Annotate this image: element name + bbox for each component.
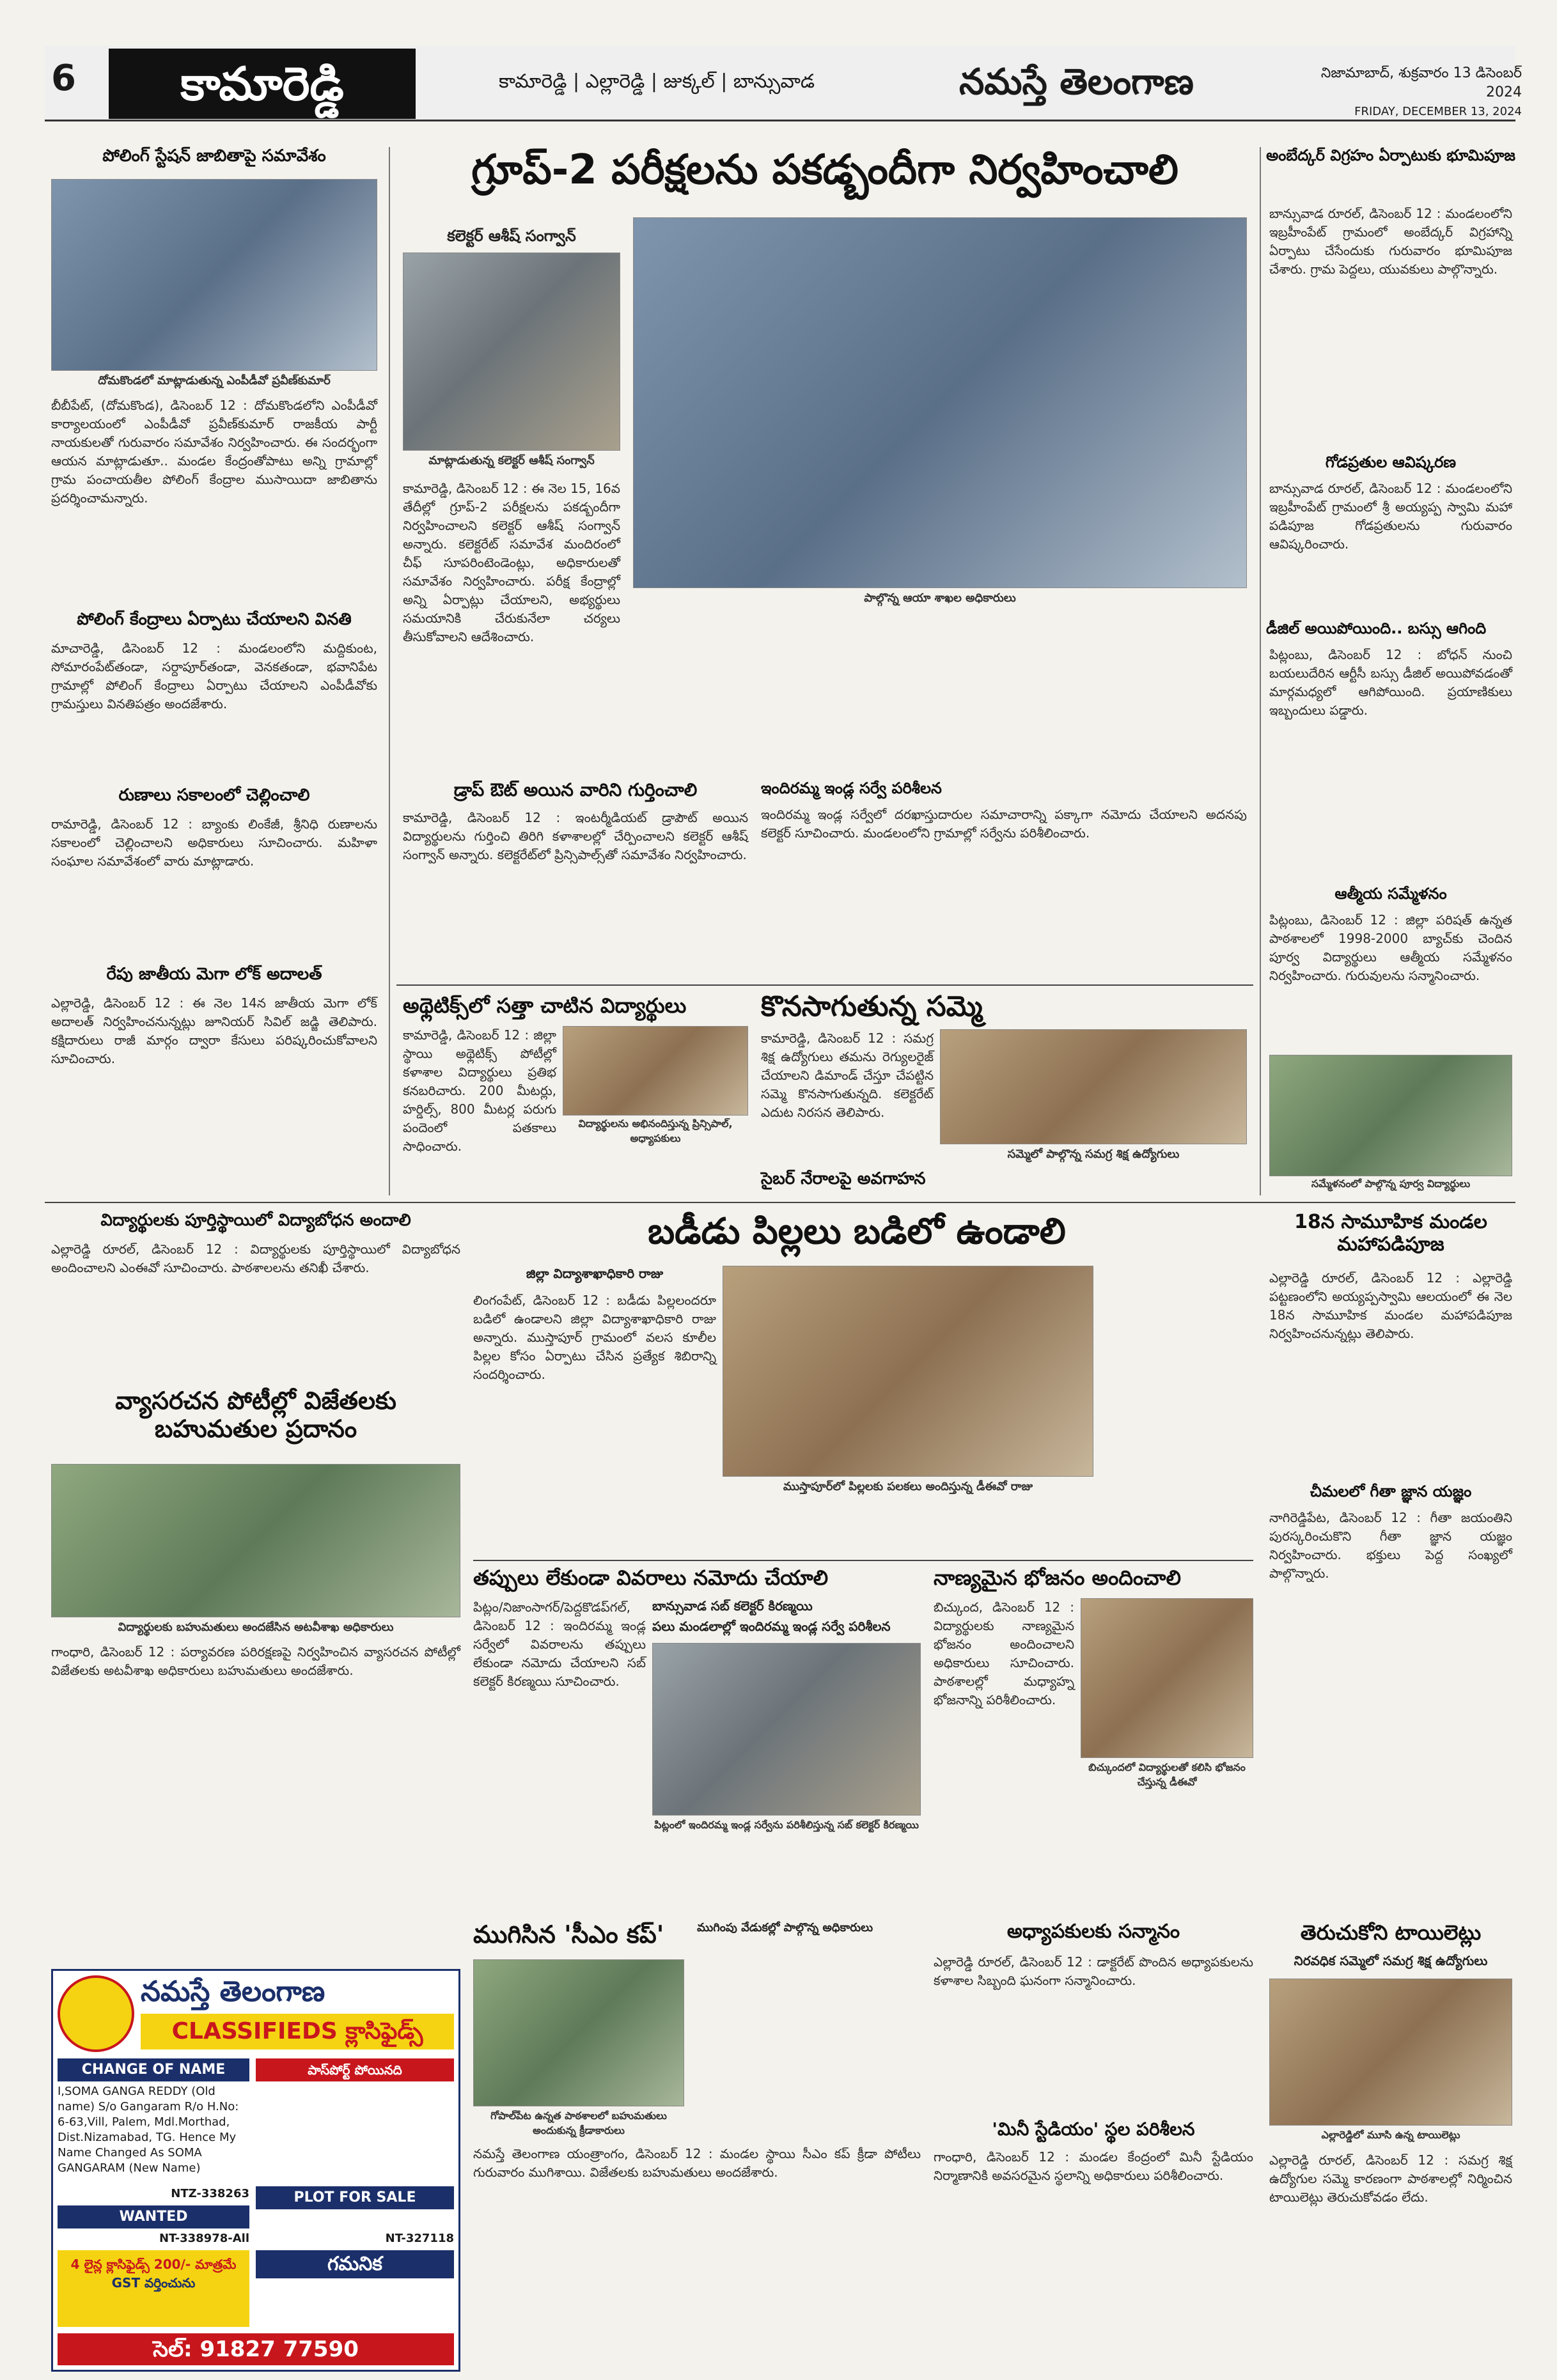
phone-number: సెల్: 91827 77590 — [58, 2333, 454, 2365]
tappulu-caption: పిట్లంలో ఇందిరమ్మ ఇండ్ల సర్వేను పరిశీలిస్తున్న సబ్ కలెక్టర్ కిరణ్మయి — [654, 1819, 919, 1831]
alumni-photo — [1269, 1055, 1512, 1176]
essay-photo — [51, 1464, 460, 1617]
alumni-body: పిట్లంబు, డిసెంబర్ 12 : జిల్లా పరిషత్ ఉన్నత పాఠశాలలో 1998-2000 బ్యాచ్‌కు చెందిన పూర్వ విద్యార్థులు ఆత్మీయ సమ్మేళనం నిర్వహించారు. గురువులను సన్మానించారు. — [1269, 912, 1512, 983]
lead-headline: గ్రూప్-2 పరీక్షలను పకడ్బందీగా నిర్వహించాలి — [471, 146, 1178, 194]
edition-list: కామారెడ్డి | ఎల్లారెడ్డి | జుక్కల్ | బాన్సువాడ — [499, 70, 815, 93]
athletics-caption: విద్యార్థులను అభినందిస్తున్న ప్రిన్సిపాల్, అధ్యాపకులు — [578, 1117, 733, 1144]
tappulu-bullet-1: బాన్సువాడ సబ్ కలెక్టర్ కిరణ్మయి — [652, 1598, 813, 1614]
toilets-body: ఎల్లారెడ్డి రూరల్, డిసెంబర్ 12 : సమగ్ర శిక్ష ఉద్యోగుల సమ్మె కారణంగా పాఠశాలల్లో నిర్మించిన టాయిలెట్లు తెరుచుకోవడం లేదు. — [1269, 2152, 1512, 2205]
alumni-caption: సమ్మేళనంలో పాల్గొన్న పూర్వ విద్యార్థులు — [1311, 1178, 1471, 1190]
stadium-headline: 'మినీ స్టేడియం' స్థల పరిశీలన — [992, 2119, 1195, 2140]
dateline-te: నిజామాబాద్, శుక్రవారం 13 డిసెంబర్ 2024 — [1320, 65, 1522, 100]
gst-note: GST వర్తించును — [111, 2275, 196, 2291]
wanted-ref: NT-338978-All — [159, 2232, 249, 2245]
toilets-caption: ఎల్లారెడ్డిలో మూసి ఉన్న టాయిలెట్లు — [1321, 2129, 1460, 2141]
ambedkar-body: బాన్సువాడ రూరల్, డిసెంబర్ 12 : మండలంలోని ఇబ్రహీంపేట్ గ్రామంలో అంబేద్కర్ విగ్రహాన్ని ఏర్పాటు చేసేందుకు గురువారం భూమిపూజ చేశారు. గ్రామ పెద్దలు, యువకులు పాల్గొన్నారు. — [1269, 206, 1512, 277]
teachers-headline: అధ్యాపకులకు సన్మానం — [1006, 1920, 1180, 1943]
school-photo — [723, 1266, 1093, 1477]
school-headline: బడీడు పిల్లలు బడిలో ఉండాలి — [648, 1211, 1066, 1252]
column-rule — [1260, 147, 1261, 1195]
page-number: 6 — [51, 58, 76, 99]
toilets-photo — [1269, 1979, 1512, 2126]
gita-headline: చీమలలో గీతా జ్ఞాన యజ్ఞం — [1310, 1482, 1472, 1500]
education-headline: విద్యార్థులకు పూర్తిస్థాయిలో విద్యాబోధన అందాలి — [100, 1211, 411, 1230]
plot-title: PLOT FOR SALE — [256, 2186, 454, 2209]
classifieds-en: CLASSIFIEDS — [171, 2018, 338, 2044]
essay-body: గాంధారి, డిసెంబర్ 12 : పర్యావరణ పరిరక్షణపై నిర్వహించిన వ్యాసరచన పోటీల్లో విజేతలకు అటవీశాఖ అధికారులు బహుమతులు అందజేశారు. — [51, 1644, 460, 1678]
paper-name: నమస్తే తెలంగాణ — [959, 61, 1194, 103]
ambedkar-headline: అంబేద్కర్ విగ్రహం ఏర్పాటుకు భూమిపూజ — [1266, 146, 1515, 164]
passport-title: పాస్‌పోర్ట్ పోయినది — [256, 2058, 454, 2081]
loans-body: రామారెడ్డి, డిసెంబర్ 12 : బ్యాంకు లింకేజీ, శ్రీనిధి రుణాలను సకాలంలో చెల్లించాలని అధికారులు సూచించారు. మహిళా సంఘాల సమావేశంలో వారు మాట్లాడారు. — [51, 816, 377, 869]
strike-body: కామారెడ్డి, డిసెంబర్ 12 : సమగ్ర శిక్ష ఉద్యోగులు తమను రెగ్యులరైజ్ చేయాలని డిమాండ్ చేస్తూ చేపట్టిన సమ్మె కొనసాగుతున్నది. కలెక్టరేట్ ఎదుట నిరసన తెలిపారు. — [761, 1031, 934, 1120]
tappulu-bullet-2: పలు మండలాల్లో ఇందిరమ్మ ఇండ్ల సర్వే పరిశీలన — [652, 1619, 891, 1634]
change-body: I,SOMA GANGA REDDY (Old name) S/o Gangaram R/o H.No: 6-63,Vill, Palem, Mdl.Morthad, Dist.Nizamabad, TG. Hence My Name Changed As SOMA GANGARAM (New Name) — [58, 2085, 239, 2175]
section-title: కామారెడ్డి — [109, 49, 416, 119]
collector-photo — [403, 253, 620, 451]
cmcup-body: నమస్తే తెలంగాణ యంత్రాంగం, డిసెంబర్ 12 : మండల స్థాయి సీఎం కప్ క్రీడా పోటీలు గురువారం ముగిశాయి. విజేతలకు బహుమతులు అందజేశారు. — [473, 2146, 921, 2180]
change-title: CHANGE OF NAME — [58, 2058, 249, 2081]
athletics-photo — [563, 1026, 748, 1116]
tappulu-photo — [652, 1643, 921, 1816]
athletics-headline: అథ్లెటిక్స్‌లో సత్తా చాటిన విద్యార్థులు — [403, 993, 687, 1018]
notice-title: గమనిక — [256, 2250, 454, 2278]
cmcup-bullet: ముగింపు వేడుకల్లో పాల్గొన్న అధికారులు — [697, 1921, 873, 1934]
classifieds-te: క్లాసిఫైడ్స్ — [345, 2018, 423, 2044]
section-rule — [396, 984, 1253, 986]
lok-adalat-headline: రేపు జాతీయ మెగా లోక్ అదాలత్ — [106, 965, 322, 984]
school-subhead: జిల్లా విద్యాశాఖాధికారి రాజు — [526, 1266, 664, 1281]
strike-caption: సమ్మెలో పాల్గొన్న సమగ్ర శిక్ష ఉద్యోగులు — [1007, 1147, 1180, 1161]
lead-subhead: కలెక్టర్ ఆశీష్ సంగ్వాన్ — [447, 227, 576, 245]
polling-centers-headline: పోలింగ్ కేంద్రాలు ఏర్పాటు చేయాలని వినతి — [77, 610, 352, 629]
food-body: బిచ్కుంద, డిసెంబర్ 12 : విద్యార్థులకు నాణ్యమైన భోజనం అందించాలని అధికారులు సూచించారు. పాఠశాలల్లో మధ్యాహ్న భోజనాన్ని పరిశీలించారు. — [934, 1599, 1074, 1707]
indiramma-headline: ఇందిరమ్మ ఇండ్ల సర్వే పరిశీలన — [761, 779, 942, 797]
teachers-body: ఎల్లారెడ్డి రూరల్, డిసెంబర్ 12 : డాక్టరేట్ పొందిన అధ్యాపకులను కళాశాల సిబ్బంది ఘనంగా సన్మానించారు. — [934, 1954, 1253, 1988]
polling-centers-body: మాచారెడ్డి, డిసెంబర్ 12 : మండలంలోని మద్దికుంట, సోమారంపేట్‌తండా, సర్దాపూర్‌తండా, వెనకతండా, భవానిపేట గ్రామాల్లో పోలింగ్ కేంద్రాలు ఏర్పాటు చేయాలని ఎంపీడీవోకు గ్రామస్తులు వినతిపత్రం అందజేశారు. — [51, 641, 377, 712]
indiramma-body: ఇందిరమ్మ ఇండ్ల సర్వేలో దరఖాస్తుదారుల సమాచారాన్ని పక్కాగా నమోదు చేయాలని అదనపు కలెక్టర్ సూచించారు. మండలంలోని గ్రామాల్లో సర్వేను పరిశీలించారు. — [761, 807, 1247, 841]
polling-photo — [51, 179, 377, 371]
gita-body: నాగిరెడ్డిపేట, డిసెంబర్ 12 : గీతా జయంతిని పురస్కరించుకొని గీతా జ్ఞాన యజ్ఞం నిర్వహించారు. భక్తులు పెద్ద సంఖ్యలో పాల్గొన్నారు. — [1269, 1510, 1512, 1581]
athletics-body: కామారెడ్డి, డిసెంబర్ 12 : జిల్లా స్థాయి అథ్లెటిక్స్ పోటీల్లో కళాశాల విద్యార్థులు ప్రతిభ కనబరిచారు. 200 మీటర్లు, హర్డిల్స్, 800 మీటర్ల పరుగు పందెంలో పతకాలు సాధించారు. — [403, 1027, 556, 1154]
padipooja-headline: 18న సామూహిక మండల మహాపడిపూజ — [1294, 1211, 1487, 1256]
essay-headline: వ్యాసరచన పోటీల్లో విజేతలకు బహుమతుల ప్రదానం — [115, 1387, 396, 1443]
change-ref: NTZ-338263 — [171, 2187, 249, 2200]
stadium-body: గాంధారి, డిసెంబర్ 12 : మండల కేంద్రంలో మినీ స్టేడియం నిర్మాణానికి అవసరమైన స్థలాన్ని అధికారులు పరిశీలించారు. — [934, 2149, 1253, 2183]
bus-body: పిట్లంబు, డిసెంబర్ 12 : బోధన్ నుంచి బయలుదేరిన ఆర్టీసీ బస్సు డీజిల్ అయిపోవడంతో మార్గమధ్యలో ఆగిపోయింది. ప్రయాణికులు ఇబ్బందులు పడ్డారు. — [1269, 647, 1512, 718]
rate-text: 4 లైన్ల క్లాసిఫైడ్స్ 200/- మాత్రమే — [70, 2257, 237, 2272]
cmcup-headline: ముగిసిన 'సీఎం కప్' — [473, 1920, 664, 1948]
education-body: ఎల్లారెడ్డి రూరల్, డిసెంబర్ 12 : విద్యార్థులకు పూర్తిస్థాయిలో విద్యాబోధన అందించాలని ఎంఈవో సూచించారు. పాఠశాలలను తనిఖీ చేశారు. — [51, 1241, 460, 1275]
food-headline: నాణ్యమైన భోజనం అందించాలి — [934, 1566, 1181, 1590]
loans-headline: రుణాలు సకాలంలో చెల్లించాలి — [118, 786, 310, 805]
lok-adalat-body: ఎల్లారెడ్డి, డిసెంబర్ 12 : ఈ నెల 14న జాతీయ మెగా లోక్ అదాలత్ నిర్వహించనున్నట్లు జూనియర్ సివిల్ జడ్జి తెలిపారు. కక్షిదారులు రాజీ మార్గం ద్వారా కేసులు పరిష్కరించుకోవాలని సూచించారు. — [51, 995, 377, 1066]
fold-rule — [45, 1202, 1515, 1203]
dropout-body: కామారెడ్డి, డిసెంబర్ 12 : ఇంటర్మీడియట్ డ్రాపౌట్ అయిన విద్యార్థులను గుర్తించి తిరిగి కళాశాలల్లో చేర్పించాలని కలెక్టర్ ఆశీష్ సంగ్వాన్ అన్నారు. కలెక్టరేట్‌లో ప్రిన్సిపాల్స్‌తో సమావేశం నిర్వహించారు. — [403, 810, 748, 862]
section-rule — [473, 1560, 1253, 1561]
collector-caption: మాట్లాడుతున్న కలెక్టర్ ఆశీష్ సంగ్వాన్ — [428, 454, 595, 467]
plot-ref: NT-327118 — [385, 2232, 454, 2245]
column-rule — [389, 147, 390, 1195]
polling-caption: దోమకొండలో మాట్లాడుతున్న ఎంపీడీవో ప్రవీణ్‌కుమార్ — [98, 374, 331, 387]
school-caption: ముస్తాపూర్‌లో పిల్లలకు పలకలు అందిస్తున్న డీఈవో రాజు — [783, 1480, 1033, 1493]
wanted-title: WANTED — [58, 2205, 249, 2228]
posters-body: బాన్సువాడ రూరల్, డిసెంబర్ 12 : మండలంలోని ఇబ్రహీంపేట్ గ్రామంలో శ్రీ అయ్యప్ప స్వామి మహా పడిపూజ గోడప్రతులను గురువారం ఆవిష్కరించారు. — [1269, 481, 1512, 552]
strike-photo — [940, 1029, 1247, 1144]
polling-body: బీబీపేట్, (దోమకొండ), డిసెంబర్ 12 : దోమకొండలోని ఎంపీడీవో కార్యాలయంలో ఎంపీడీవో ప్రవీణ్‌కుమార్ రాజకీయ పార్టీ నాయకులతో గురువారం సమావేశం నిర్వహించారు. ఈ సందర్భంగా ఆయన మాట్లాడుతూ.. మండల కేంద్రంతోపాటు అన్ని గ్రామాల్లో గ్రామ పంచాయతీల పోలింగ్ కేంద్రాల ముసాయిదా జాబితాను ప్రదర్శించామన్నారు. — [51, 398, 377, 506]
rate-box — [58, 2250, 249, 2327]
food-caption: బిచ్కుందలో విద్యార్థులతో కలిసి భోజనం చేస్తున్న డీఈవో — [1088, 1761, 1246, 1788]
lead-body: కామారెడ్డి, డిసెంబర్ 12 : ఈ నెల 15, 16వ తేదీల్లో గ్రూప్-2 పరీక్షలను పకడ్బందీగా నిర్వహించాలని కలెక్టర్ ఆశీష్ సంగ్వాన్ అన్నారు. కలెక్టరేట్ సమావేశ మందిరంలో చీఫ్ సూపరింటెండెంట్లు, అధికారులతో సమావేశం నిర్వహించారు. పరీక్ష కేంద్రాల్లో అన్ని ఏర్పాట్లు చేయాలని, అభ్యర్థులు సమయానికి చేరుకునేలా చర్యలు తీసుకోవాలని ఆదేశించారు. — [403, 481, 620, 644]
bus-headline: డీజిల్ అయిపోయింది.. బస్సు ఆగింది — [1266, 619, 1487, 637]
tappulu-body: పిట్లం/నిజాంసాగర్/పెద్దకొడప్‌గల్, డిసెంబర్ 12 : ఇందిరమ్మ ఇండ్ల సర్వేలో వివరాలను తప్పులు లేకుండా నమోదు చేయాలని సబ్ కలెక్టర్ కిరణ్మయి సూచించారు. — [473, 1599, 646, 1689]
officials-photo — [633, 217, 1247, 588]
cmcup-caption: గోపాల్‌పేట ఉన్నత పాఠశాలలో బహుమతులు అందుకున్న క్రీడాకారులు — [490, 2110, 667, 2136]
dateline — [1317, 64, 1522, 118]
posters-headline: గోడప్రతుల ఆవిష్కరణ — [1325, 453, 1457, 471]
dropout-headline: డ్రాప్ ఔట్ అయిన వారిని గుర్తించాలి — [453, 779, 698, 800]
strike-headline: కొనసాగుతున్న సమ్మె — [761, 990, 983, 1023]
tappulu-headline: తప్పులు లేకుండా వివరాలు నమోదు చేయాలి — [473, 1566, 829, 1590]
food-photo — [1081, 1598, 1253, 1758]
dateline-en: FRIDAY, DECEMBER 13, 2024 — [1354, 105, 1522, 118]
seal-icon — [58, 1975, 134, 2052]
cyber-headline: సైబర్ నేరాలపై అవగాహన — [761, 1169, 926, 1188]
padipooja-body: ఎల్లారెడ్డి రూరల్, డిసెంబర్ 12 : ఎల్లారెడ్డి పట్టణంలోని అయ్యప్పస్వామి ఆలయంలో ఈ నెల 18న సామూహిక మండల మహాపడిపూజ నిర్వహించనున్నట్లు తెలిపారు. — [1269, 1270, 1512, 1341]
toilets-headline: తెరుచుకోని టాయిలెట్లు — [1300, 1920, 1482, 1945]
classifieds-sub — [141, 2014, 454, 2049]
officials-caption: పాల్గొన్న ఆయా శాఖల అధికారులు — [864, 591, 1016, 605]
school-body: లింగంపేట్, డిసెంబర్ 12 : బడీడు పిల్లలందరూ బడిలో ఉండాలని జిల్లా విద్యాశాఖాధికారి రాజు అన్నారు. ముస్తాపూర్ గ్రామంలో వలస కూలీల పిల్లల కోసం ఏర్పాటు చేసిన ప్రత్యేక శిబిరాన్ని సందర్శించారు. — [473, 1293, 716, 1382]
cmcup-photo — [473, 1959, 684, 2106]
toilets-subhead: నిరవధిక సమ్మెలో సమగ్ర శిక్ష ఉద్యోగులు — [1294, 1953, 1488, 1968]
classifieds-brand: నమస్తే తెలంగాణ — [141, 1975, 325, 2008]
essay-caption: విద్యార్థులకు బహుమతులు అందజేసిన అటవీశాఖ అధికారులు — [118, 1621, 394, 1634]
alumni-headline: ఆత్మీయ సమ్మేళనం — [1334, 885, 1447, 903]
polling-headline: పోలింగ్ స్టేషన్ జాబితాపై సమావేశం — [102, 146, 326, 166]
